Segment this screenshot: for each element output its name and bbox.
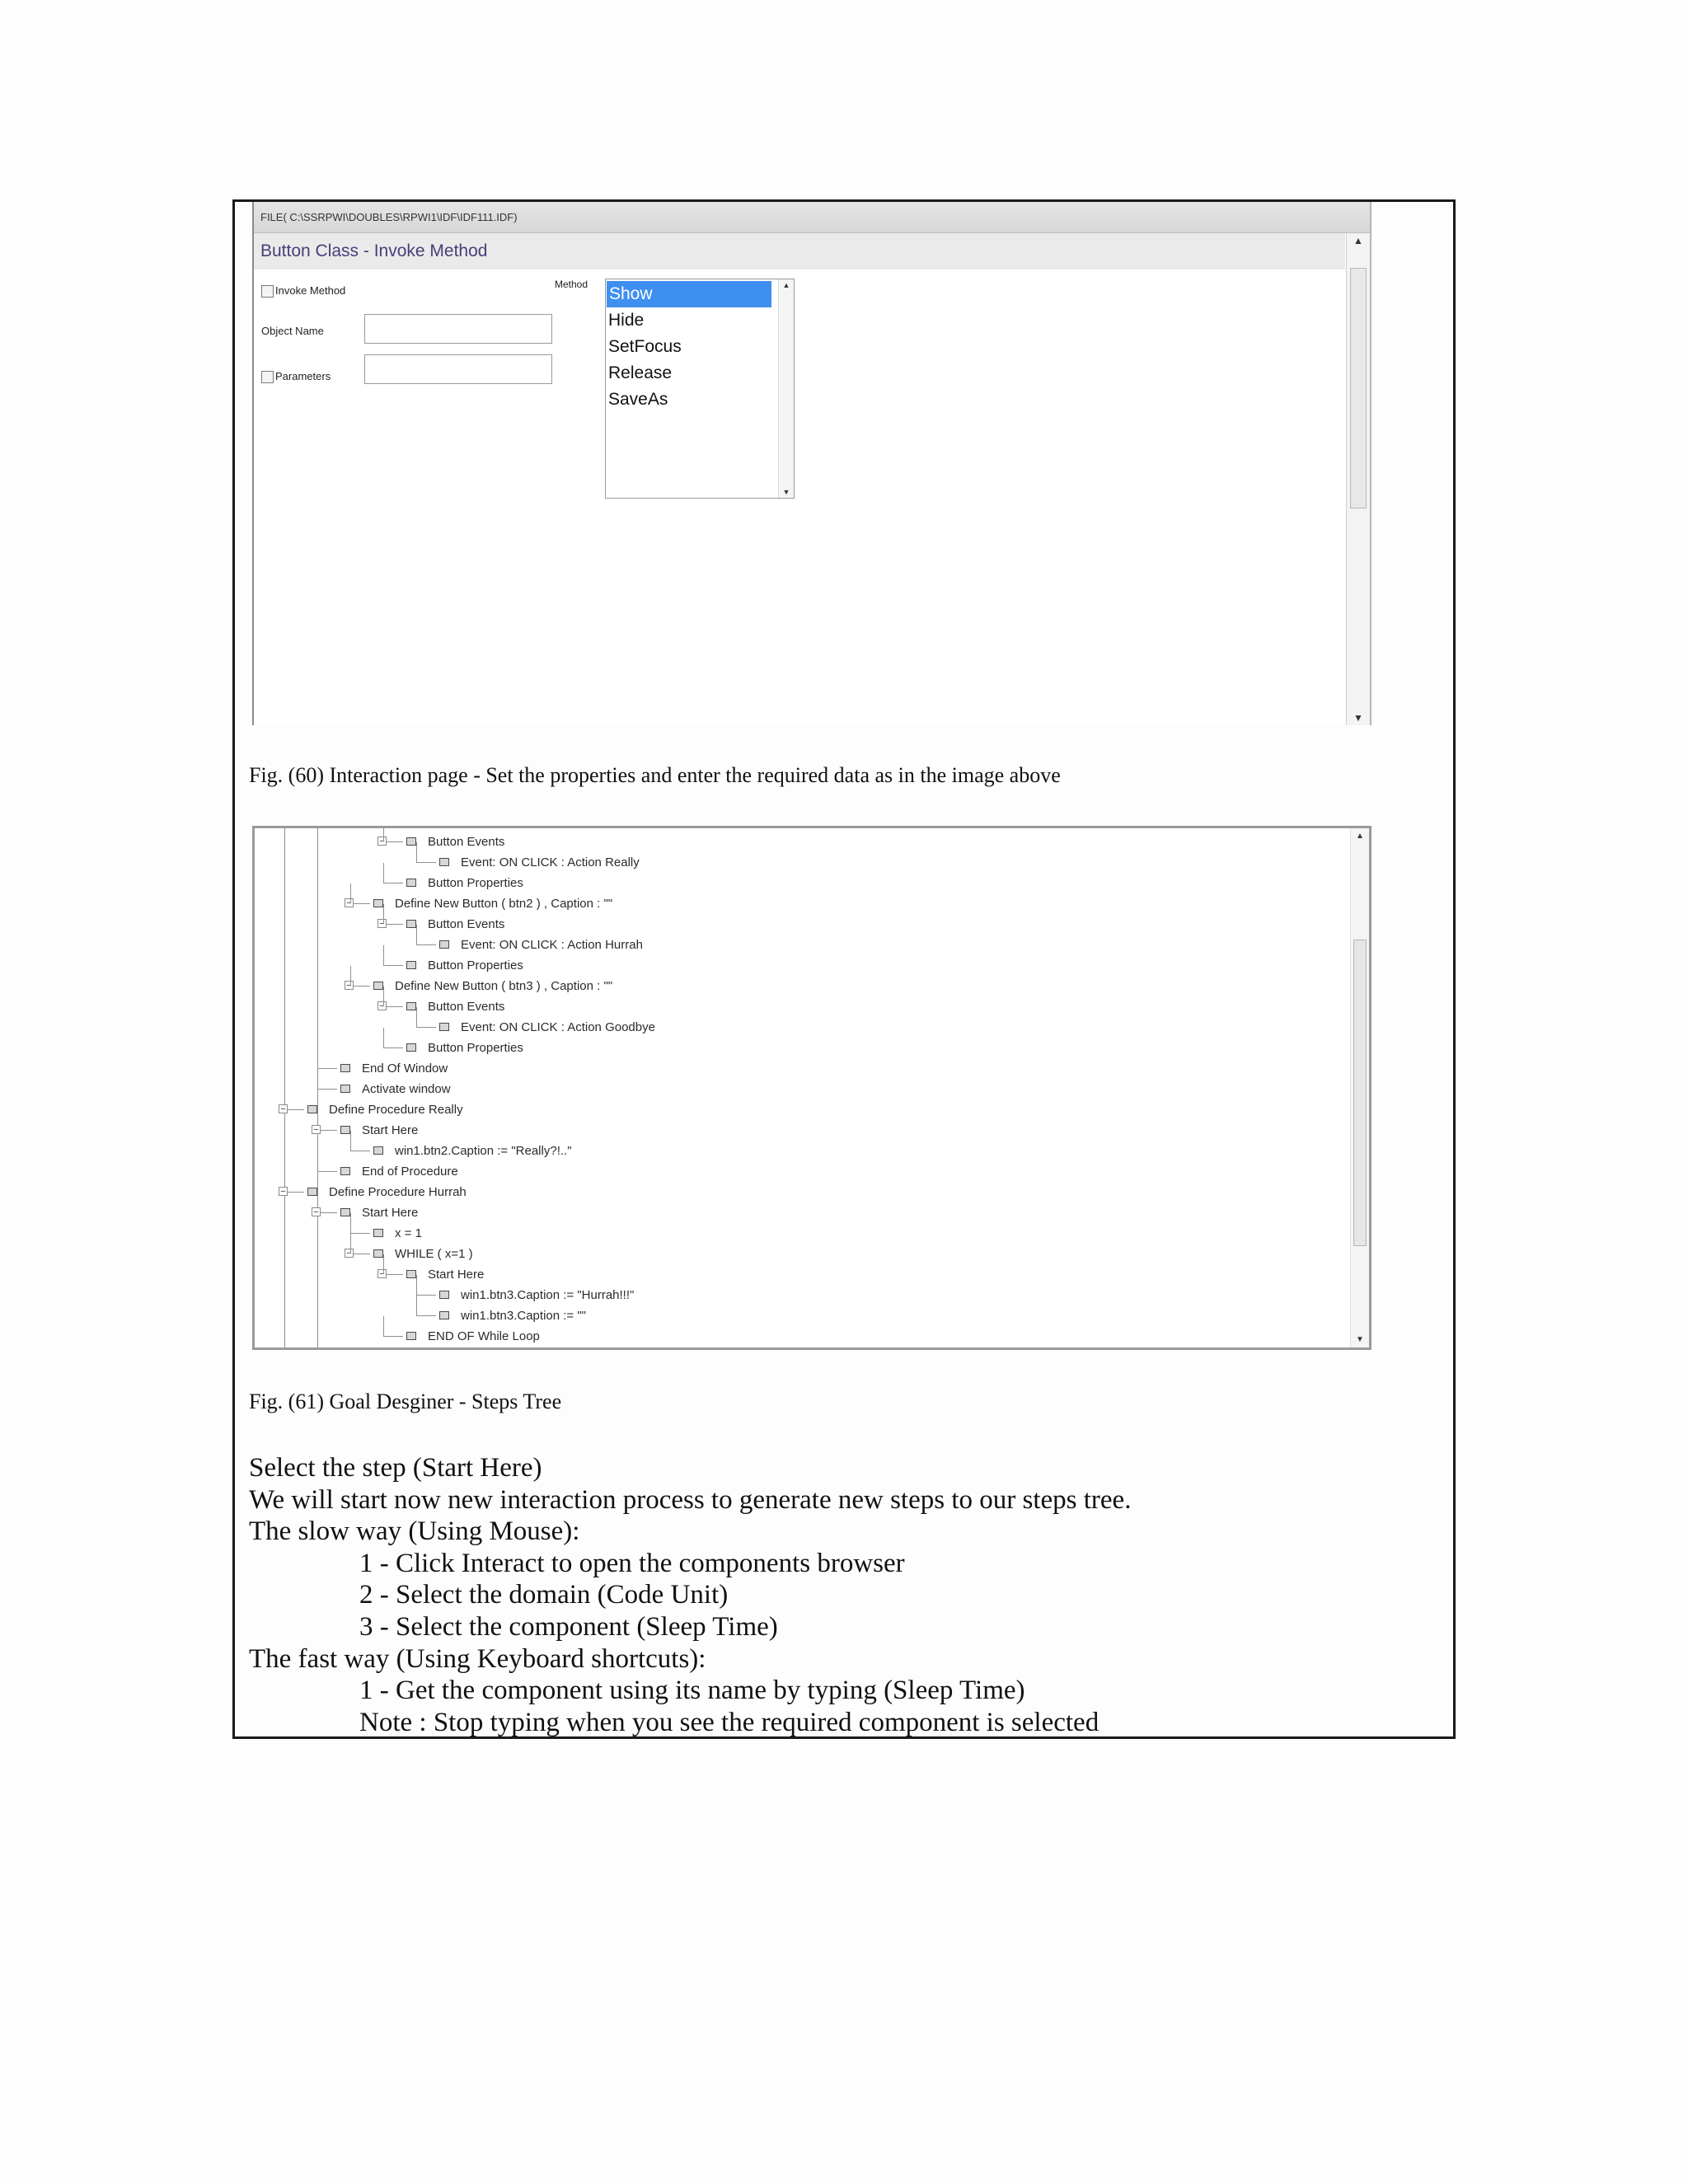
step-node-icon <box>406 1332 416 1340</box>
tree-branch-line <box>383 945 384 965</box>
tree-node[interactable] <box>280 1101 463 1118</box>
collapse-icon[interactable]: − <box>279 1187 288 1196</box>
tree-node[interactable] <box>383 874 523 891</box>
list-scroll-up-icon[interactable]: ▲ <box>782 281 790 289</box>
text-line: The fast way (Using Keyboard shortcuts): <box>249 1643 706 1674</box>
tree-connector <box>317 1171 337 1172</box>
tree-connector <box>383 965 403 966</box>
tree-scroll-down-icon[interactable]: ▼ <box>1356 1335 1364 1344</box>
tree-branch-line <box>383 1028 384 1047</box>
file-path-bar: FILE( C:\SSRPWI\DOUBLES\RPWI1\IDF\IDF111.IDF) <box>254 202 1370 233</box>
step-node-icon <box>373 1229 383 1237</box>
tree-guide-line <box>284 828 285 1347</box>
collapse-icon[interactable]: − <box>377 837 387 846</box>
steps-tree-screenshot <box>252 826 1372 1350</box>
method-option-hide[interactable]: Hide <box>608 311 645 330</box>
listbox-scrollbar[interactable] <box>778 279 794 498</box>
step-node-icon <box>340 1167 350 1175</box>
tree-node-label: Button Events <box>428 834 505 849</box>
tree-connector <box>383 1047 403 1048</box>
tree-node[interactable] <box>317 1163 458 1179</box>
step-node-icon <box>439 1023 449 1031</box>
tree-node-label: x = 1 <box>395 1226 422 1240</box>
tree-node-label: Button Properties <box>428 958 523 972</box>
collapse-icon[interactable]: − <box>377 1001 387 1010</box>
tree-node-label: Activate window <box>362 1081 451 1096</box>
tree-node-label: Event: ON CLICK : Action Hurrah <box>461 937 643 952</box>
tree-node-label: END OF While Loop <box>428 1329 540 1343</box>
interaction-page-screenshot <box>252 202 1372 725</box>
figure-61-caption: Fig. (61) Goal Desginer - Steps Tree <box>249 1390 562 1413</box>
tree-node[interactable] <box>383 1328 540 1344</box>
tree-node-label: win1.btn2.Caption := "Really?!.." <box>395 1143 572 1158</box>
tree-node-label: End Of Window <box>362 1061 448 1076</box>
tree-connector <box>350 1233 370 1234</box>
step-node-icon <box>406 879 416 887</box>
tree-node[interactable] <box>379 833 505 850</box>
tree-node-label: Button Properties <box>428 1040 523 1055</box>
tree-node-label: WHILE ( x=1 ) <box>395 1246 473 1261</box>
tree-branch-line <box>383 987 384 1006</box>
text-line: 3 - Select the component (Sleep Time) <box>359 1611 778 1642</box>
tree-node[interactable] <box>379 916 505 932</box>
text-line: The slow way (Using Mouse): <box>249 1516 580 1547</box>
tree-connector <box>416 1295 436 1296</box>
tree-node-label: Define New Button ( btn3 ) , Caption : "" <box>395 978 613 993</box>
tree-node[interactable] <box>416 936 643 953</box>
tree-node[interactable] <box>317 1080 451 1097</box>
tree-node[interactable] <box>416 1019 655 1035</box>
step-node-icon <box>307 1188 317 1196</box>
tree-scroll-thumb[interactable] <box>1353 940 1367 1246</box>
tree-node-label: Define Procedure Hurrah <box>329 1184 467 1199</box>
invoke-method-label: Invoke Method <box>275 284 346 297</box>
method-option-saveas[interactable]: SaveAs <box>608 390 668 409</box>
tree-connector <box>317 1089 337 1090</box>
step-node-icon <box>373 982 383 990</box>
tree-node-label: Button Events <box>428 999 505 1014</box>
step-node-icon <box>373 899 383 907</box>
text-line: 2 - Select the domain (Code Unit) <box>359 1580 729 1610</box>
tree-node-label: Button Properties <box>428 875 523 890</box>
step-node-icon <box>406 961 416 969</box>
tree-node[interactable] <box>416 854 640 870</box>
tree-branch-line <box>383 1316 384 1336</box>
tree-node-label: Define Procedure Really <box>329 1102 463 1117</box>
text-line: Note : Stop typing when you see the required component is selected <box>359 1707 1100 1737</box>
object-name-input[interactable] <box>364 314 552 344</box>
tree-node[interactable] <box>346 895 613 912</box>
text-line: Select the step (Start Here) <box>249 1453 542 1483</box>
step-node-icon <box>439 1311 449 1319</box>
tree-branch-line <box>416 1275 417 1295</box>
collapse-icon[interactable]: − <box>345 898 354 907</box>
method-option-release[interactable]: Release <box>608 363 673 382</box>
tree-node-label: Event: ON CLICK : Action Really <box>461 855 640 869</box>
tree-node[interactable] <box>313 1204 419 1221</box>
tree-node[interactable] <box>379 1266 485 1282</box>
tree-node[interactable] <box>317 1060 448 1076</box>
collapse-icon[interactable]: − <box>312 1125 321 1134</box>
step-node-icon <box>406 1043 416 1052</box>
class-title: Button Class - Invoke Method <box>254 233 1345 269</box>
step-node-icon <box>439 940 449 949</box>
tree-node[interactable] <box>280 1183 467 1200</box>
tree-node[interactable] <box>350 1142 572 1159</box>
step-node-icon <box>340 1085 350 1093</box>
step-node-icon <box>373 1249 383 1258</box>
tree-branch-line <box>416 1296 417 1315</box>
tree-connector <box>416 862 436 863</box>
tree-branch-line <box>383 1254 384 1274</box>
parameters-checkbox[interactable] <box>261 371 274 383</box>
step-node-icon <box>307 1105 317 1113</box>
method-label: Method <box>555 279 588 290</box>
figure-60-caption: Fig. (60) Interaction page - Set the properties and enter the required data as in the image above <box>249 763 1061 787</box>
tree-node-label: win1.btn3.Caption := "" <box>461 1308 586 1323</box>
step-node-icon <box>340 1126 350 1134</box>
tree-node[interactable] <box>383 1039 523 1056</box>
tree-branch-line <box>416 842 417 862</box>
vertical-scrollbar[interactable] <box>1346 233 1370 725</box>
tree-node[interactable] <box>313 1122 419 1138</box>
tree-connector <box>317 1068 337 1069</box>
collapse-icon[interactable]: − <box>312 1207 321 1216</box>
collapse-icon[interactable]: − <box>279 1104 288 1113</box>
step-node-icon <box>439 858 449 866</box>
tree-connector <box>383 1336 403 1337</box>
tree-node-label: win1.btn3.Caption := "Hurrah!!!" <box>461 1287 635 1302</box>
parameters-input[interactable] <box>364 354 552 384</box>
tree-node[interactable] <box>346 1245 473 1262</box>
tree-branch-line <box>383 863 384 883</box>
tree-branch-line <box>350 1234 351 1254</box>
tree-node-label: Define New Button ( btn2 ) , Caption : "" <box>395 896 613 911</box>
collapse-icon[interactable]: − <box>345 1249 354 1258</box>
step-node-icon <box>406 1270 416 1278</box>
tree-node[interactable] <box>346 977 613 994</box>
tree-node-label: Start Here <box>362 1205 419 1220</box>
instructions-text <box>249 1452 1131 1738</box>
method-listbox[interactable] <box>605 279 795 499</box>
tree-node-label: Start Here <box>362 1122 419 1137</box>
scroll-down-icon[interactable]: ▼ <box>1353 712 1363 724</box>
tree-node[interactable] <box>350 1225 422 1241</box>
step-node-icon <box>406 1002 416 1010</box>
tree-connector <box>416 944 436 945</box>
collapse-icon[interactable]: − <box>377 919 387 928</box>
invoke-method-checkbox[interactable] <box>261 285 274 298</box>
step-node-icon <box>340 1208 350 1216</box>
tree-branch-line <box>383 826 384 841</box>
tree-scroll-up-icon[interactable]: ▲ <box>1356 832 1364 841</box>
method-option-show[interactable]: Show <box>607 281 771 307</box>
tree-node-label: End of Procedure <box>362 1164 458 1179</box>
collapse-icon[interactable]: − <box>377 1269 387 1278</box>
text-line: 1 - Get the component using its name by typing (Sleep Time) <box>359 1675 1025 1706</box>
step-node-icon <box>406 837 416 846</box>
tree-branch-line <box>350 883 351 903</box>
tree-node[interactable] <box>383 957 523 973</box>
text-line: We will start now new interaction process to generate new steps to our steps tree. <box>249 1484 1132 1515</box>
tree-branch-line <box>383 904 384 924</box>
tree-node-label: Button Events <box>428 916 505 931</box>
step-node-icon <box>340 1064 350 1072</box>
tree-scrollbar[interactable] <box>1350 828 1369 1347</box>
list-scroll-down-icon[interactable]: ▼ <box>782 488 790 496</box>
tree-branch-line <box>350 1213 351 1233</box>
tree-node[interactable] <box>416 1286 634 1303</box>
tree-branch-line <box>350 966 351 986</box>
step-node-icon <box>439 1291 449 1299</box>
step-node-icon <box>406 920 416 928</box>
method-option-setfocus[interactable]: SetFocus <box>608 337 682 356</box>
scroll-thumb[interactable] <box>1350 268 1367 509</box>
step-node-icon <box>373 1146 383 1155</box>
tree-node[interactable] <box>416 1307 586 1324</box>
tree-node-label: Event: ON CLICK : Action Goodbye <box>461 1019 655 1034</box>
tree-connector <box>416 1027 436 1028</box>
tree-branch-line <box>416 1007 417 1027</box>
tree-node-label: Start Here <box>428 1267 485 1282</box>
tree-node[interactable] <box>379 998 505 1015</box>
text-line: 1 - Click Interact to open the components browser <box>359 1548 905 1578</box>
collapse-icon[interactable]: − <box>345 981 354 990</box>
tree-branch-line <box>416 925 417 944</box>
parameters-label: Parameters <box>275 370 331 382</box>
tree-connector <box>416 1315 436 1316</box>
tree-branch-line <box>350 1131 351 1151</box>
scroll-up-icon[interactable]: ▲ <box>1353 235 1363 246</box>
object-name-label: Object Name <box>261 325 324 337</box>
